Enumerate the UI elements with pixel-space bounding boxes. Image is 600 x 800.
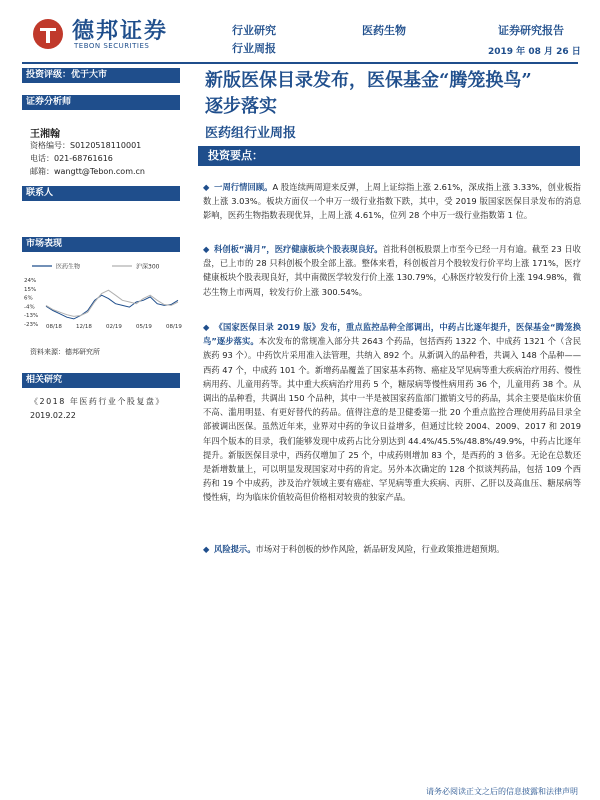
paragraph-insurance-catalog — [203, 320, 581, 505]
series-line-沪深300 — [46, 290, 178, 316]
analyst-cert: 资格编号：S0120518110001 — [30, 141, 142, 150]
y-tick-label: 24% — [24, 278, 37, 284]
related-report-date: 2019.02.22 — [30, 411, 76, 420]
x-tick-label: 02/19 — [106, 324, 122, 330]
para-lead: 《国家医保目录 2019 版》发布，重点监控品种全部调出，中药占比逐年提升，医保基金“腾笼换鸟”逐步落实。 — [203, 322, 581, 347]
analyst-header: 证券分析师 — [22, 95, 180, 110]
para-body: 首批科创板股票上市至今已经一月有逾。截至 23 日收盘，已上市的 28 只科创板个股全部上涨。整体来看，科创板首月个股较发行价平均上涨 171%，医疗健康板块个股表现良好，其中南微医学较发行价上涨 130.79%，心脉医疗较发行价上涨 194.98%，微芯生物上市两周，较发行价上涨 300.54%。 — [203, 244, 581, 297]
series-line-医药生物 — [46, 295, 178, 319]
related-header: 相关研究 — [22, 373, 180, 388]
footer-disclaimer: 请务必阅读正文之后的信息披露和法律声明 — [426, 787, 578, 796]
contact-header: 联系人 — [22, 186, 180, 201]
legend-label: 沪深300 — [136, 263, 160, 271]
chart-source: 资料来源：德邦研究所 — [30, 348, 100, 356]
paragraph-risk-warning — [203, 542, 581, 556]
x-tick-label: 12/18 — [76, 324, 92, 330]
bullet-icon: ◆ — [203, 544, 210, 554]
analyst-phone: 电话：021-68761616 — [30, 154, 113, 163]
x-tick-label: 08/18 — [46, 324, 62, 330]
para-lead: 科创板“满月”，医疗健康板块个股表现良好。 — [214, 244, 383, 254]
header-divider — [22, 62, 578, 64]
paragraph-star-market — [203, 242, 581, 299]
logo-chinese-text: 德邦证券 — [72, 18, 169, 44]
para-body: 市场对于科创板的炒作风险，新品研发风险，行业政策推进超预期。 — [255, 544, 505, 554]
analyst-name: 王湘翰 — [30, 129, 60, 140]
y-tick-label: 15% — [24, 286, 37, 293]
y-tick-label: -23% — [24, 322, 39, 328]
header-category-research: 行业研究 — [232, 24, 276, 37]
para-lead: 风险提示。 — [214, 544, 256, 554]
x-tick-label: 08/19 — [166, 324, 182, 330]
y-tick-label: -13% — [24, 313, 39, 320]
report-title-line1: 新版医保目录发布，医保基金“腾笼换鸟” — [205, 70, 532, 91]
y-tick-label: -4% — [24, 304, 35, 311]
para-body: 本次发布的常规准入部分共 2643 个药品，包括西药 1322 个、中成药 1321 个（含民族药 93 个）。中药饮片采用准入法管理，共纳入 892 个。从新调入的品种看，共调入 148 个品种——西药 47 个，中成药 101 个。新增药品覆盖了国家基本药物、癌症及罕见病等重大疾病治疗用药、慢性病用药、儿童用药等。其中重大疾病治疗用药 5 个，糖尿病等慢性病用药 36 个，儿童用药 38 个。从调出的品种看，共调出 150 个品种，其中一半是被国家药监部门撤销文号的药品，其余主要是临床价值不高、滥用明显、有更好替代的药品。值得注意的是卫健委第一批 20 个重点监控合理使用药品目录全部被调出医保。虽然近年来，业界对中药的争议日益增多，但通过比较 2004、2009、2017 和 2019 年四个版本的目录，我们能够发现中成药占比分别达到 44.4%/45.5%/48.8%/49.9%，中药占比逐年提升。新版医保目录中，西药仅增加了 25 个，中成药则增加 83 个，是西药的 3 倍多。无论在总数还是新增数量上，可以明显发现国家对中药的肯定。另外本次确定的 128 个拟谈判药品，包括 109 个西药和 19 个中成药，涉及治疗领域主要有癌症、罕见病等重大疾病、丙肝、乙肝以及高血压、糖尿病等慢性病，均为临床价值较高但价格相对较贵的独家产品。 — [203, 336, 581, 503]
header-category-weekly: 行业周报 — [232, 42, 276, 55]
tebon-logo — [32, 14, 172, 50]
report-title-line2: 逐步落实 — [205, 96, 277, 117]
para-lead: 一周行情回顾。 — [214, 182, 273, 192]
bullet-icon: ◆ — [203, 244, 210, 254]
paragraph-weekly-review — [203, 180, 581, 223]
header-sector: 医药生物 — [362, 24, 406, 37]
related-report-title[interactable]: 《2018 年医药行业个股复盘》 — [30, 397, 165, 406]
analyst-email[interactable]: 邮箱：wangtt@Tebon.com.cn — [30, 167, 145, 176]
key-points-header: 投资要点： — [198, 146, 580, 166]
rating-bar: 投资评级：优于大市 — [22, 68, 180, 83]
x-tick-label: 05/19 — [136, 324, 152, 330]
header-report-type: 证券研究报告 — [498, 24, 564, 37]
report-subtitle: 医药组行业周报 — [205, 126, 297, 141]
logo-english-text: TEBON SECURITIES — [74, 42, 150, 50]
market-header: 市场表现 — [22, 237, 180, 252]
report-title — [205, 68, 585, 120]
legend-label: 医药生物 — [56, 263, 81, 271]
bullet-icon: ◆ — [203, 182, 210, 192]
market-performance-chart — [22, 258, 182, 338]
tebon-logo-mark-icon — [32, 18, 64, 50]
y-tick-label: 6% — [24, 295, 33, 302]
bullet-icon: ◆ — [203, 322, 210, 332]
para-body: A 股连续两周迎来反弹，上周上证综指上涨 2.61%，深成指上涨 3.33%，创业板指数上涨 3.03%。板块方面仅一个申万一级行业指数下跌，其中，受 2019 版国家医保目录发布的消息影响，医药生物指数表现优异，上周上涨 4.61%，位列 28 个申万一级行业指数第 1 位。 — [203, 182, 581, 221]
header-date: 2019 年 08 月 26 日 — [488, 47, 581, 57]
